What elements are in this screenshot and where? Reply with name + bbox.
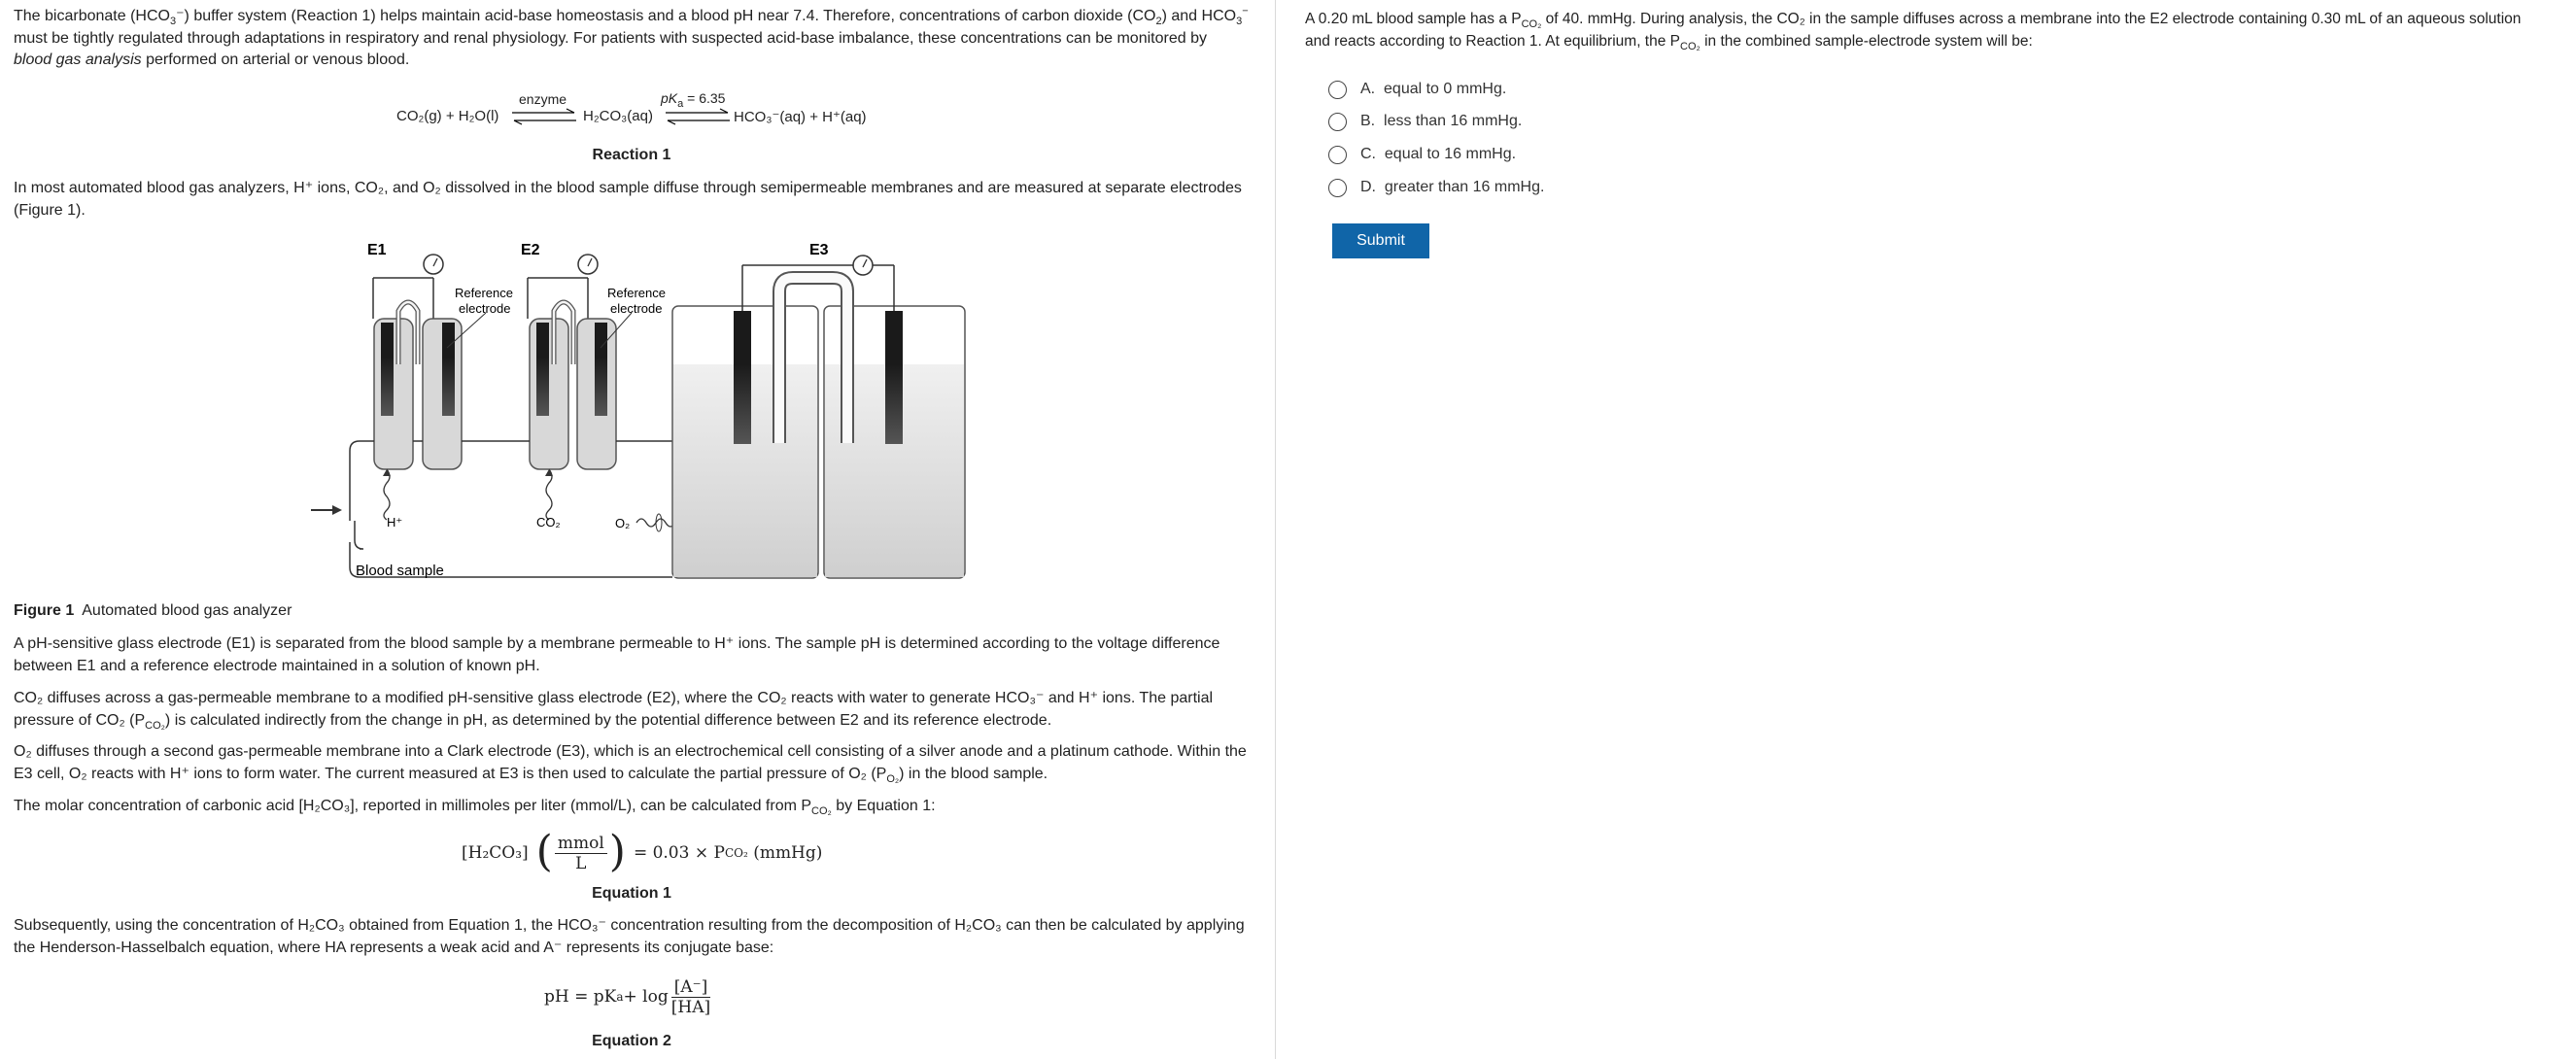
enzyme-label: enzyme	[519, 91, 567, 107]
e2-paragraph	[14, 688, 1262, 732]
eq2-log: + log	[623, 987, 669, 1007]
text: performed on arterial or venous blood.	[141, 51, 410, 68]
subscript: CO₂	[1521, 18, 1542, 31]
carbonic-acid-paragraph	[14, 796, 1262, 818]
question-pane	[1292, 0, 2576, 1059]
eq1-fraction-numerator: mmol	[555, 834, 607, 854]
answer-choice-d[interactable]	[1328, 176, 1544, 199]
text: CO₂ diffuses across a gas-permeable membrane to a modified pH-sensitive glass electrode (E2), where the CO₂ reacts with water to generate HCO₃⁻ and H⁺ ions. The partial	[14, 690, 1214, 706]
e1-paragraph: A pH-sensitive glass electrode (E1) is separated from the blood sample by a membrane permeable to H⁺ ions. The sample pH is determined according to the voltage difference between E1 and a reference electrode maintained in a solution of known pH.	[14, 635, 1220, 674]
choice-letter: B.	[1360, 113, 1376, 129]
choice-label	[1360, 146, 1516, 163]
question-stem	[1305, 9, 2568, 52]
figure-caption	[14, 602, 292, 620]
blood-gas-analyzer-figure	[292, 233, 991, 593]
radio-button[interactable]	[1328, 146, 1347, 164]
label-e1: E1	[367, 242, 387, 258]
text: Subsequently, using the concentration of H₂CO₃ obtained from Equation 1, the HCO₃⁻ concentration resulting from the decomposition of H₂CO₃ can then be calculated by applying	[14, 917, 1245, 934]
text: The molar concentration of carbonic acid [H₂CO₃], reported in millimoles per liter (mmol/L), can be calculated from P	[14, 798, 812, 814]
intro-paragraph: The bicarbonate $(HCO_3^-)$ buffer system (Reaction 1) helps maintain acid-base homeostasis and a blood pH near 7.4. Therefore, concentrations of carbon dioxide $(CO_2)$ and $HCO_3^-$ must be tightly regulated through adaptations in respiratory and renal physiology. For patients with suspected acid-base imbalance, these concentrations can be monitored by blood gas analysis performed on arterial or venous blood.	[14, 5, 1249, 68]
text: A 0.20 mL blood sample has a P	[1305, 11, 1522, 27]
eq1-lhs: [H₂CO₃]	[462, 843, 529, 863]
text: ) is calculated indirectly from the change in pH, as determined by the potential difference between E2 and its reference electrode.	[164, 711, 1052, 729]
eq1-rhs: = 0.03 × P	[633, 843, 725, 863]
e3-clark-electrode	[672, 256, 965, 578]
passage-pane	[0, 0, 1273, 1059]
choice-letter: A.	[1360, 81, 1376, 97]
equilibrium-arrow-1	[510, 107, 578, 128]
ref-electrode-2-label-2: electrode	[610, 301, 663, 316]
text: ) and HCO	[1161, 8, 1237, 24]
eq2-fraction-denominator: [HA]	[670, 997, 711, 1017]
choice-text: greater than 16 mmHg.	[1384, 179, 1545, 195]
eq1-fraction-denominator: L	[575, 853, 587, 873]
answer-choice-b[interactable]	[1328, 110, 1522, 133]
choice-text: less than 16 mmHg.	[1384, 113, 1523, 129]
o2-label: O₂	[615, 516, 631, 530]
eq2-fraction	[671, 977, 711, 1017]
paren-open: (	[535, 826, 553, 876]
radio-button[interactable]	[1328, 113, 1347, 131]
text: ⁻) buffer system (Reaction 1) helps maintain acid-base homeostasis and a blood pH near 7.4. Therefore, concentrations of carbon dioxide (CO	[176, 8, 1156, 24]
radio-button[interactable]	[1328, 179, 1347, 197]
answer-choice-a[interactable]	[1328, 78, 1506, 101]
subscript: CO₂	[145, 719, 165, 732]
choice-text: equal to 16 mmHg.	[1384, 146, 1517, 162]
ref-electrode-2-label: Reference	[607, 286, 666, 300]
answer-choice-c[interactable]	[1328, 143, 1516, 166]
reaction-left: CO₂(g) + H₂O(l)	[396, 108, 499, 124]
eq2-lhs: pH = pK	[544, 987, 617, 1007]
text: and reacts according to Reaction 1. At equilibrium, the P	[1305, 32, 1680, 50]
pka-symbol: pK	[661, 90, 678, 106]
text: of 40. mmHg. During analysis, the CO₂ in the sample diffuses across a membrane into the E2 electrode containing 0.30 mL of an aqueous solution	[1541, 11, 2522, 27]
reaction-right: HCO₃⁻(aq) + H⁺(aq)	[734, 109, 867, 125]
equilibrium-arrow-2	[664, 107, 732, 128]
pka-label	[661, 90, 726, 110]
paren-close: )	[608, 826, 626, 876]
choice-label	[1360, 179, 1544, 196]
text: in the combined sample-electrode system will be:	[1700, 32, 2033, 50]
text: must be tightly regulated through adaptations in respiratory and renal physiology. For patients with suspected acid-base imbalance, these concentrations can be monitored by	[14, 29, 1207, 47]
ref-electrode-1-label-2: electrode	[459, 301, 511, 316]
figure-caption-label: Figure 1	[14, 602, 75, 619]
choice-label	[1360, 81, 1506, 98]
label-e2: E2	[521, 242, 540, 258]
eq2-fraction-numerator: [A⁻]	[671, 977, 711, 998]
pane-divider	[1275, 0, 1276, 1059]
pka-value: = 6.35	[683, 90, 726, 106]
equation-1: [H₂CO₃] ( mmol L ) = 0.03 × P CO₂ (mmHg)	[462, 826, 823, 876]
choice-letter: D.	[1360, 179, 1376, 195]
equation-1-caption: Equation 1	[592, 885, 671, 902]
label-e3: E3	[809, 242, 829, 258]
subscript: CO₂	[1680, 40, 1700, 52]
text: the Henderson-Hasselbalch equation, where HA represents a weak acid and A⁻ represents its conjugate base:	[14, 939, 774, 956]
text: ) in the blood sample.	[899, 765, 1048, 782]
radio-button[interactable]	[1328, 81, 1347, 99]
emphasis-text: blood gas analysis	[14, 51, 142, 68]
eq1-rhs-unit: (mmHg)	[753, 843, 823, 863]
ref-electrode-1-label: Reference	[455, 286, 513, 300]
figure-caption-text: Automated blood gas analyzer	[82, 602, 292, 619]
subscript: CO₂	[811, 805, 832, 818]
equation-2: pH = pK a + log $\frac{[A^-]}{[HA]}$	[544, 976, 711, 1017]
analyzer-paragraph: In most automated blood gas analyzers, H⁺ ions, CO₂, and O₂ dissolved in the blood sample diffuse through semipermeable membranes and are measured at separate electrodes (Figure 1).	[14, 180, 1242, 219]
co2-label: CO₂	[536, 515, 561, 530]
equation-2-caption: Equation 2	[592, 1033, 671, 1049]
choice-text: equal to 0 mmHg.	[1384, 81, 1507, 97]
subscript: O₂	[886, 772, 900, 785]
h-ion-label: H⁺	[387, 515, 403, 530]
choice-label	[1360, 113, 1522, 130]
pka-subscript: a	[677, 97, 684, 110]
text: The bicarbonate (HCO	[14, 8, 170, 24]
submit-button[interactable]: Submit	[1332, 223, 1429, 258]
reaction-middle: H₂CO₃(aq)	[583, 108, 653, 124]
henderson-hasselbalch-paragraph	[14, 915, 1262, 959]
text: pressure of CO₂ (P	[14, 711, 146, 729]
blood-sample-label: Blood sample	[356, 563, 444, 579]
text: E3 cell, O₂ reacts with H⁺ ions to form water. The current measured at E3 is then used to calculate the partial pressure of O₂ (P	[14, 765, 887, 782]
text: O₂ diffuses through a second gas-permeable membrane into a Clark electrode (E3), which is an electrochemical cell consisting of a silver anode and a platinum cathode. Within the	[14, 743, 1247, 760]
eq1-fraction	[555, 834, 607, 873]
e3-paragraph	[14, 741, 1262, 785]
choice-letter: C.	[1360, 146, 1376, 162]
reaction-caption: Reaction 1	[592, 147, 671, 163]
text: by Equation 1:	[831, 798, 936, 814]
